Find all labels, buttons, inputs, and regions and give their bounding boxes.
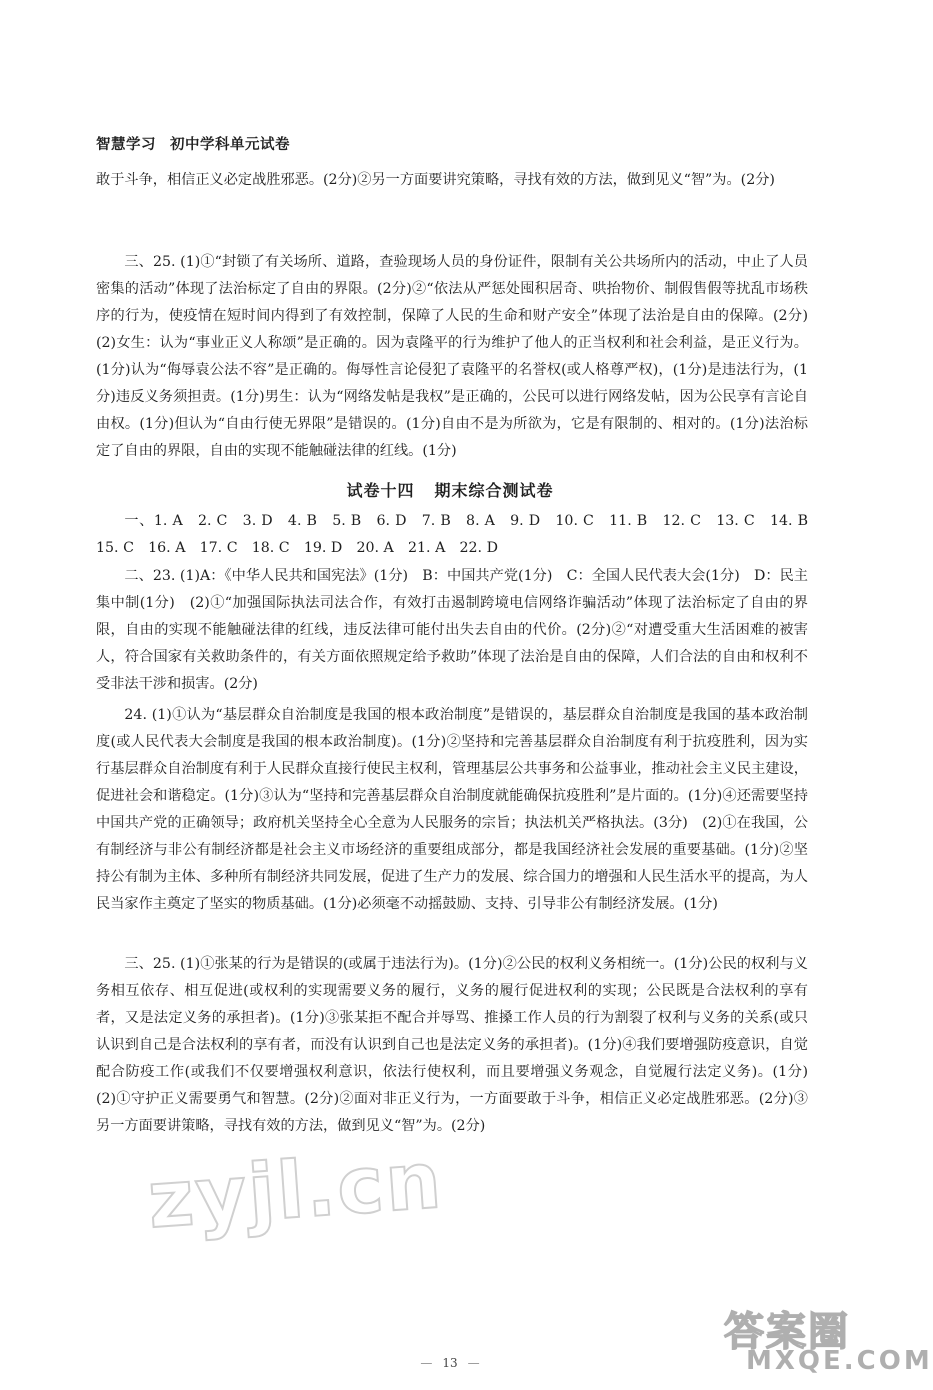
continued-answer-paragraph: 敢于斗争，相信正义必定战胜邪恶。(2分)②另一方面要讲究策略，寻找有效的方法，做到见义“智”为。(2分) (96, 172, 775, 188)
question-25-answer-prev: 三、25. (1)①“封锁了有关场所、道路，查验现场人员的身份证件，限制有关公共场所内的活动，中止了人员密集的活动”体现了法治标定了自由的界限。(2分)②“依法从严惩处囤积居奇、哄抬物价、制假售假等扰乱市场秩序的行为，使疫情在短时间内得到了有效控制，保障了人民的生命和财产安全”体现了法治是自由的保障。(2分) (2)女生：认为“事业正义人称颂”是正确的。因为袁隆平的行为维护了他人的正当权利和社会利益，是正义行为。(1分)认为“侮辱袁公法不容”是正确的。侮辱性言论侵犯了袁隆平的名誉权(或人格尊严权)，(1分)是违法行为，(1分)违反义务须担责。(1分)男生：认为“网络发帖是我权”是正确的，公民可以进行网络发帖，因为公民享有言论自由权。(1分)但认为“自由行使无界限”是错误的。(1分)自由不是为所欲为，它是有限制的、相对的。(1分)法治标定了自由的界限，自由的实现不能触碰法律的红线。(1分) (96, 254, 823, 459)
watermark-text: zyjl.cn (145, 1135, 446, 1247)
question-25-answer: 三、25. (1)①张某的行为是错误的(或属于违法行为)。(1分)②公民的权利义务相统一。(1分)公民的权利与义务相互依存、相互促进(或权利的实现需要义务的履行，义务的履行促进权利的实现；公民既是合法权利的享有者，又是法定义务的承担者)。(1分)③张某拒不配合并辱骂、推搡工作人员的行为割裂了权利与义务的关系(或只认识到自己是合法权利的享有者，而没有认识到自己也是法定义务的承担者)。(1分)④我们要增强防疫意识，自觉配合防疫工作(或我们不仅要增强权利意识，依法行使权利，而且要增强义务观念，自觉履行法定义务)。(1分) (2)①守护正义需要勇气和智慧。(2分)②面对非正义行为，一方面要敢于斗争，相信正义必定战胜邪恶。(2分)③另一方面要讲策略，寻找有效的方法，做到见义“智”为。(2分) (96, 956, 823, 1134)
multiple-choice-answers: 一、1. A 2. C 3. D 4. B 5. B 6. D 7. B 8. A 9. D 10. C 11. B 12. C 13. C 14. B 15. C 16. A 17. C 18. C 19. D 20. A 21. A 22. D (96, 513, 823, 556)
running-header (96, 133, 304, 154)
site-logo (718, 1300, 933, 1380)
logo-domain: MXQE.COM (746, 1346, 933, 1376)
series-name: 智慧学习 (96, 137, 156, 153)
section-title (0, 478, 900, 501)
page-number: — 13 — (0, 1356, 900, 1370)
logo-mark: 答案圈 (724, 1309, 850, 1355)
question-23-answer: 二、23. (1)A：《中华人民共和国宪法》(1分) B：中国共产党(1分) C：全国人民代表大会(1分) D：民主集中制(1分) (2)①“加强国际执法司法合作，有效打击遏制跨境电信网络诈骗活动”体现了法治标定了自由的界限，自由的实现不能触碰法律的红线，违反法律可能付出失去自由的代价。(2分)②“对遭受重大生活困难的被害人，符合国家有关救助条件的，有关方面依照规定给予救助”体现了法治是自由的保障，人们合法的自由和权利不受非法干涉和损害。(2分) (96, 568, 808, 692)
question-24-answer: 24. (1)①认为“基层群众自治制度是我国的根本政治制度”是错误的，基层群众自治制度是我国的基本政治制度(或人民代表大会制度是我国的根本政治制度)。(1分)②坚持和完善基层群众自治制度有利于抗疫胜利，因为实行基层群众自治制度有利于人民群众直接行使民主权利，管理基层公共事务和公益事业，推动社会主义民主建设，促进社会和谐稳定。(1分)③认为“坚持和完善基层群众自治制度就能确保抗疫胜利”是片面的。(1分)④还需要坚持中国共产党的正确领导；政府机关坚持全心全意为人民服务的宗旨；执法机关严格执法。(3分) (2)①在我国，公有制经济与非公有制经济都是社会主义市场经济的重要组成部分，都是我国经济社会发展的重要基础。(1分)②坚持公有制为主体、多种所有制经济共同发展，促进了生产力的发展、综合国力的增强和人民生活水平的提高，为人民当家作主奠定了坚实的物质基础。(1分)必须毫不动摇鼓励、支持、引导非公有制经济发展。(1分) (96, 707, 808, 912)
paper-name: 期末综合测试卷 (434, 481, 554, 500)
paper-number: 试卷十四 (346, 481, 415, 500)
book-title: 初中学科单元试卷 (170, 137, 290, 153)
